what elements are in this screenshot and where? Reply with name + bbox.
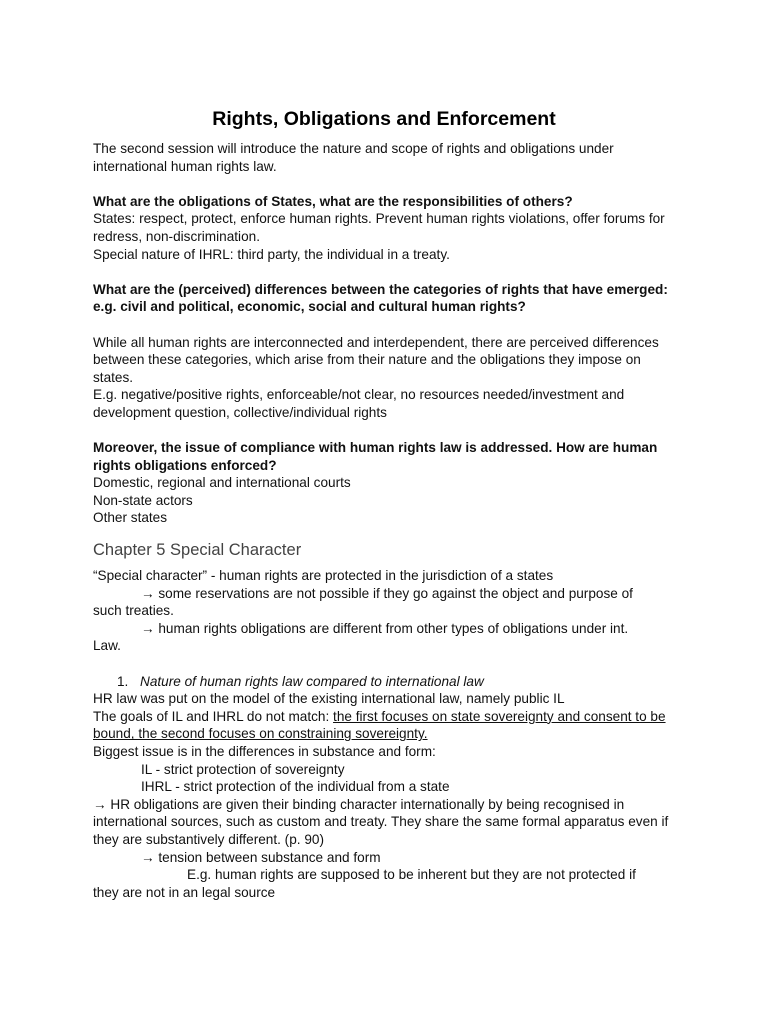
example-line: E.g. human rights are supposed to be inherent but they are not protected if	[187, 867, 636, 883]
differences-paragraph: While all human rights are interconnected and interdependent, there are perceived differences between these categories, which arise from their nature and the obligations they impose on states.	[93, 334, 659, 385]
biggest-issue-line: Biggest issue is in the differences in substance and form:	[93, 744, 436, 759]
example-line-cont: they are not in an legal source	[93, 884, 276, 900]
spacer	[93, 175, 675, 193]
spacer	[93, 422, 675, 440]
numbered-list-item	[93, 673, 675, 691]
differences-example: E.g. negative/positive rights, enforceable/not clear, no resources needed/investment and development question, collective/individual rights	[93, 387, 625, 420]
goals-line	[93, 708, 675, 743]
il-line: IL - strict protection of sovereignty	[141, 761, 345, 777]
arrow-reservations-cont: such treaties.	[93, 603, 174, 619]
goals-underlined: the first focuses on state sovereignty and consent to be bound, the second focuses on constraining sovereignty.	[93, 708, 666, 742]
spacer	[93, 263, 675, 281]
list-number: 1.	[117, 673, 129, 689]
page-title: Rights, Obligations and Enforcement	[212, 108, 556, 130]
hr-law-line: HR law was put on the model of the existing international law, namely public IL	[93, 691, 565, 707]
arrow-obligations-cont: Law.	[93, 638, 121, 654]
tension-line: → tension between substance and form	[141, 849, 381, 865]
question-obligations-heading: What are the obligations of States, what are the responsibilities of others?	[93, 193, 573, 209]
arrow-obligations: → human rights obligations are different from other types of obligations under int.	[141, 620, 629, 636]
obligations-line-1: States: respect, protect, enforce human rights. Prevent human rights violations, offer forums for	[93, 211, 665, 227]
intro-paragraph: The second session will introduce the nature and scope of rights and obligations under international human rights law.	[93, 141, 614, 174]
enforcement-item: Non-state actors	[93, 492, 193, 508]
special-character-line: “Special character” - human rights are protected in the jurisdiction of a states	[93, 568, 554, 584]
question-compliance-heading: Moreover, the issue of compliance with human rights law is addressed. How are human rights obligations enforced?	[93, 440, 658, 473]
obligations-line-2: redress, non-discrimination.	[93, 228, 260, 244]
goals-prefix: The goals of IL and IHRL do not match:	[93, 708, 334, 724]
arrow-reservations: → some reservations are not possible if they go against the object and purpose of	[141, 585, 633, 601]
question-differences-heading: What are the (perceived) differences between the categories of rights that have emerged: e.g. civil and political, economic, social and cultural human rights?	[93, 281, 668, 315]
enforcement-item: Other states	[93, 510, 168, 526]
spacer	[93, 316, 675, 334]
enforcement-item: Domestic, regional and international courts	[93, 475, 351, 491]
hr-obligations-paragraph: → HR obligations are given their binding character internationally by being recognised in international sources, such as custom and treaty. They share the same formal apparatus even if they are substantively different. (p. 90)	[93, 796, 669, 847]
document-page	[93, 106, 675, 901]
list-item-text: Nature of human rights law compared to international law	[140, 673, 484, 689]
chapter-heading: Chapter 5 Special Character	[93, 541, 302, 560]
spacer	[93, 655, 675, 673]
obligations-line-3: Special nature of IHRL: third party, the individual in a treaty.	[93, 246, 450, 262]
ihrl-line: IHRL - strict protection of the individual from a state	[141, 779, 450, 795]
